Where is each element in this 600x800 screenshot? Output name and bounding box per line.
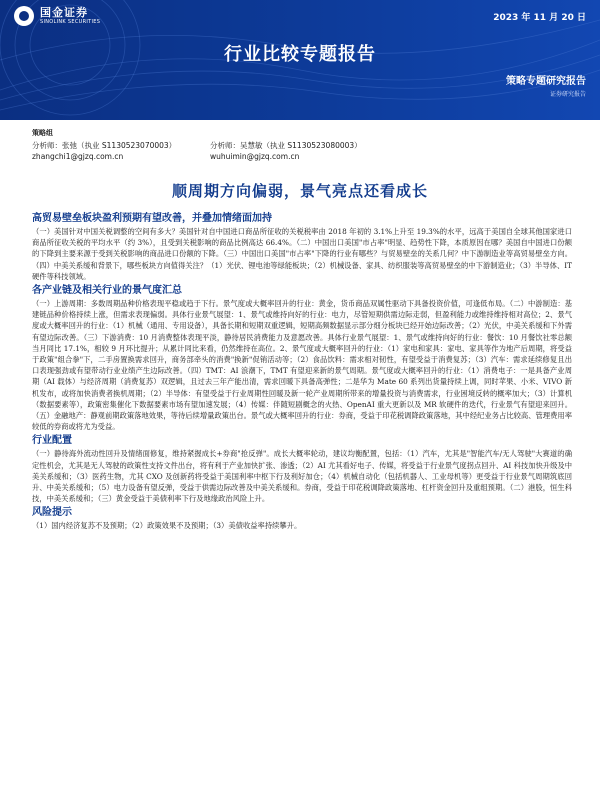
- section-title-risk: 风险提示: [32, 507, 72, 519]
- report-subtype: 证券研究报告: [549, 91, 586, 98]
- document-title: 顺周期方向偏弱，景气亮点还看成长: [171, 182, 428, 200]
- section-paragraph: （一）美国针对中国关税调整的空间有多大？美国针对自中国进口商品所征收的关税税率由 2018 年初的 3.1%上升至 19.3%的水平，远高于美国自全球其他国家进口商品所征收关税的平均水平（约 3%），且受到关税影响的商品比例高达 66.4%。（二）中国出口美国"市占率"明显、趋势性下降，本质原因在哪？美国自中国进口份额的下降到主要来源于受到关税影响的商品进口份额的下降。（三）中国出口美国"市占率"下降的行业有哪些？与贸易壁垒的关系几何？中下游制造业等高贸易壁垒方向。（四）中美关系缓和背景下，哪些板块方向值得关注？（1）光伏、锂电池等绿能板块；（2）机械设备、家具、纺织服装等高贸易壁垒的中下游制造业；（3）半导体、IT 硬件等科技领域。: [32, 227, 572, 281]
- team-label: 策略组: [32, 129, 53, 137]
- logo-icon: [14, 6, 34, 26]
- logo-name: 国金证券: [40, 5, 88, 19]
- company-logo: [14, 6, 100, 26]
- header-banner: [0, 0, 600, 120]
- report-body: [32, 210, 572, 533]
- section-title-trade-barrier: 高贸易壁垒板块盈利预期有望改善，并叠加情绪面加持: [32, 213, 272, 224]
- analyst-row: [32, 140, 362, 151]
- section-paragraph: （一）上游周期：多数周期品种价格表现平稳或趋于下行。景气度或大概率回升的行业：黄金，货币商品双属性驱动下具备投资价值，可逢低布局。（二）中游制造：基建链品种价格持续上涨，但需求表现偏弱。具体行业景气展望：1、景气或维持向好的行业：电力，尽管短期供需边际走弱，但盈利能力或维持维持相对高位；2、景气度或大概率回升的行业：（1）机械（通用、专用设备），具备长期和短期双重逻辑，短期高频数据显示部分细分板块已经开始边际改善；（2）光伏，中美关系缓和下外需有望边际改善。（三）下游消费：10 月消费整体表现平淡，静待居民消费能力及意愿改善。具体行业景气展望：1、景气或维持向好的行业：餐饮：10 月餐饮社零总额当月同比 17.1%，相较 9 月环比提升；从累计同比来看，仍然维持在高位。2、景气度或大概率回升的行业：（1）家电和家具：家电、家具等作为地产后周期，将受益于政策"组合拳"下，二手房置换需求回升，商务部牵头的消费"换新"促销活动等；（2）食品饮料：需求相对韧性，有望受益于消费复苏；（3）汽车：需求延续修复且出口表现强劲或有望带动行业业绩产生边际改善。（四）TMT：AI 浪潮下，TMT 有望迎来新的景气周期。景气度或大概率回升的行业：（1）消费电子：一是具备产业周期（AI 载体）与经济周期（消费复苏）双逻辑，且过去三年产能出清，需求回暖下具备高弹性；二是华为 Mate 60 系列出货量持续上调，同时苹果、小米、VIVO 新机发布，或将加快消费者换机周期；（2）半导体：有望受益于行业周期性回暖及新一轮产业周期所带来的增量投资与消费需求，行业困境反转的概率加大；（3）计算机（数据要素等），政策密集催化下数据要素市场有望加速发展；（4）传媒：伴随短剧概念的火热、OpenAI 重大更新以及 MR 软硬件的迭代，行业景气有望迎来回升。（五）金融地产：静观前期政策落地效果，等待后续增量政策出台。景气或大概率回升的行业：券商，受益于印花税调降政策落地，其中经纪业务占比较高、管理费用率较低的券商或将尤为受益。: [32, 299, 572, 432]
- email-row: [32, 152, 300, 161]
- section-paragraph: （一）静待海外流动性回升及情绪面修复，维持紧握成长+券商"抢反弹"。成长大概率轮动，建议均衡配置，包括：（1）汽车，尤其是"智能汽车/无人驾驶"大赛道的确定性机会，尤其是无人驾驶的政策性支持文件出台，将有利于产业加快扩张、渗透；（2）AI 尤其看好电子、传媒，将受益于行业景气度拐点回升、AI 科技加快升级及中美关系缓和；（3）医药生物，尤其 CXO 及创新药将受益于美国利率中枢下行及利好加仓；（4）机械自动化（包括机器人、工业母机等）更受益于行业景气周期筑底回升、中美关系缓和；（5）电力设备有望反弹，受益于供需边际改善及中美关系缓和。券商，受益于印花税调降政策落地、杠杆资金回升及重组预期。（二）港股，恒生科技，中美关系缓和；（三）黄金受益于美债利率下行及地缘政治风险上升。: [32, 449, 573, 504]
- analyst-2: 分析师：吴慧敏（执业 S1130523080003）: [210, 141, 362, 150]
- report-date: 2023 年 11 月 20 日: [493, 13, 586, 23]
- analyst-1-email[interactable]: zhangchi1@gjzq.com.cn: [32, 152, 124, 161]
- analyst-2-email[interactable]: wuhuimin@gjzq.com.cn: [210, 152, 300, 161]
- section-paragraph: （1）国内经济复苏不及预期；（2）政策效果不及预期；（3）美债收益率持续攀升。: [32, 521, 302, 531]
- report-type: 策略专题研究报告: [506, 76, 586, 87]
- section-title-industry-outlook: 各产业链及相关行业的景气度汇总: [32, 285, 182, 297]
- logo-english: SINOLINK SECURITIES: [40, 18, 101, 25]
- report-title: 行业比较专题报告: [224, 44, 376, 65]
- section-title-allocation: 行业配置: [32, 435, 72, 447]
- analyst-1: 分析师：张弛（执业 S1130523070003）: [32, 141, 177, 150]
